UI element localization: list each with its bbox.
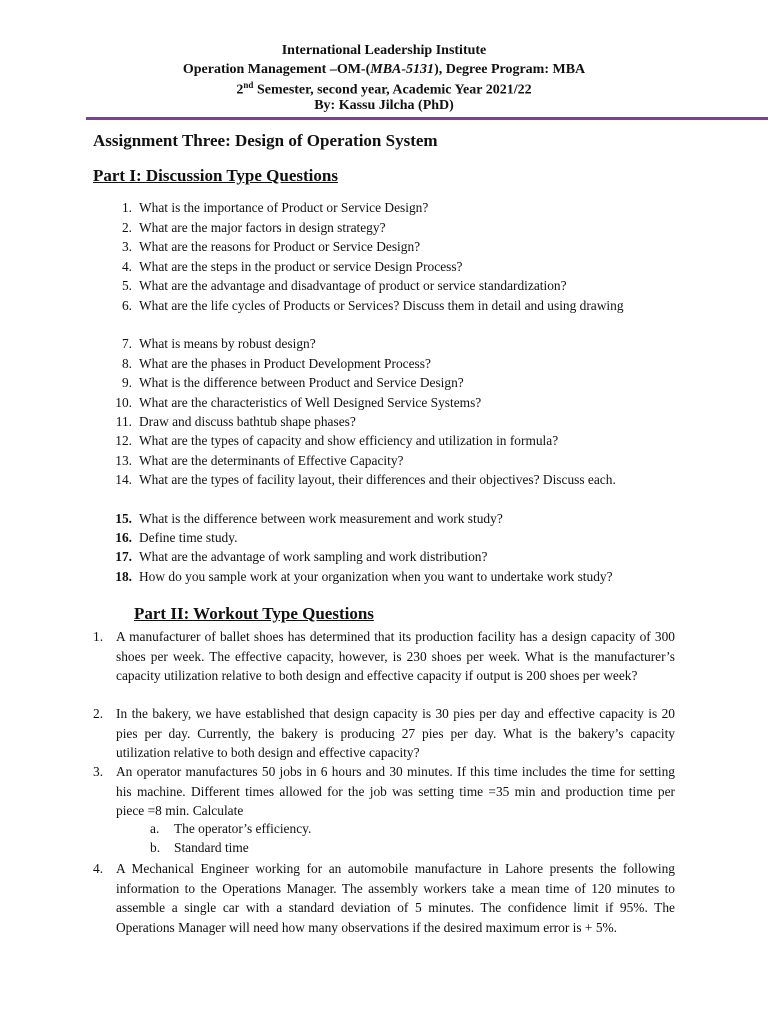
item-number: 2. bbox=[93, 706, 104, 721]
item-text: What are the major factors in design strategy? bbox=[139, 220, 386, 235]
course-prefix: Operation Management –OM-( bbox=[182, 62, 371, 77]
item-text: What is the importance of Product or Service Design? bbox=[139, 200, 429, 215]
item-number: 11. bbox=[115, 414, 132, 429]
header-divider bbox=[86, 117, 768, 120]
list-item bbox=[100, 431, 660, 451]
item-text: What are the reasons for Product or Service Design? bbox=[139, 239, 421, 254]
semester-number: 2 bbox=[236, 82, 244, 98]
item-number: 10. bbox=[115, 395, 132, 410]
item-text: What are the life cycles of Products or Services? Discuss them in detail and using drawing bbox=[139, 298, 624, 313]
item-text: A Mechanical Engineer working for an automobile manufacture in Lahore presents the following information to the Operations Manager. The assembly workers take a mean time of 120 minutes to assemble a single car with a standard deviation of 5 minutes. The confidence limit if 95%. The Operations Manager will need how many observations if the desired maximum error is + 5%. bbox=[116, 861, 675, 935]
sub-item-letter: b. bbox=[150, 840, 161, 855]
item-number: 9. bbox=[121, 375, 132, 390]
item-number: 17. bbox=[115, 549, 132, 564]
list-item bbox=[100, 509, 660, 529]
assignment-title: Assignment Three: Design of Operation System bbox=[93, 131, 438, 150]
item-number: 3. bbox=[93, 764, 104, 779]
item-text: What are the types of facility layout, their differences and their objectives? Discuss each. bbox=[139, 472, 616, 487]
list-item bbox=[100, 412, 660, 432]
item-number: 4. bbox=[121, 259, 132, 274]
list-item bbox=[100, 373, 660, 393]
item-text: Define time study. bbox=[139, 530, 238, 545]
semester-line bbox=[0, 80, 768, 99]
list-item bbox=[100, 237, 660, 257]
item-text: What is the difference between Product and Service Design? bbox=[139, 375, 464, 390]
item-number: 3. bbox=[121, 239, 132, 254]
sub-item bbox=[150, 840, 249, 856]
item-text: What are the advantage and disadvantage of product or service standardization? bbox=[139, 278, 567, 293]
list-item bbox=[100, 528, 660, 548]
list-item bbox=[100, 296, 660, 316]
item-number: 4. bbox=[93, 861, 104, 876]
item-number: 1. bbox=[93, 629, 104, 644]
item-number: 7. bbox=[121, 336, 132, 351]
item-text: What are the determinants of Effective Capacity? bbox=[139, 453, 404, 468]
institute-name: International Leadership Institute bbox=[281, 43, 487, 58]
list-item bbox=[100, 470, 660, 490]
item-text: What are the phases in Product Development Process? bbox=[139, 356, 431, 371]
item-number: 2. bbox=[121, 220, 132, 235]
list-item bbox=[100, 276, 660, 296]
item-number: 16. bbox=[115, 530, 132, 545]
list-item bbox=[100, 198, 660, 218]
sub-item-text: The operator’s efficiency. bbox=[174, 821, 312, 836]
item-text: What are the steps in the product or service Design Process? bbox=[139, 259, 463, 274]
item-text: What are the advantage of work sampling and work distribution? bbox=[139, 549, 488, 564]
item-text: An operator manufactures 50 jobs in 6 hours and 30 minutes. If this time includes the time for setting his machine. Different times allowed for the job was setting time =35 min and production time per piece =8 min. Calculate bbox=[116, 764, 675, 818]
list-item bbox=[93, 762, 675, 821]
course-code: MBA-5131 bbox=[370, 62, 435, 77]
list-item bbox=[100, 393, 660, 413]
item-text: In the bakery, we have established that design capacity is 30 pies per day and effective capacity is 20 pies per day. Currently, the bakery is producing 27 pies per day. What is the bakery’s capacity utilization relative to both design and effective capacity? bbox=[116, 706, 675, 760]
item-text: A manufacturer of ballet shoes has determined that its production facility has a design capacity of 300 shoes per week. The effective capacity, however, is 230 shoes per week. What is the manufacturer’s capacity utilization relative to both design and effective capacity if output is 200 shoes per week? bbox=[116, 629, 675, 683]
part2-title: Part II: Workout Type Questions bbox=[134, 604, 374, 623]
semester-superscript: nd bbox=[243, 80, 254, 90]
list-item bbox=[93, 859, 675, 937]
item-text: How do you sample work at your organization when you want to undertake work study? bbox=[139, 569, 613, 584]
item-number: 18. bbox=[115, 569, 132, 584]
list-item bbox=[100, 567, 660, 587]
sub-item bbox=[150, 821, 311, 837]
list-item bbox=[100, 354, 660, 374]
item-number: 13. bbox=[115, 453, 132, 468]
sub-item-letter: a. bbox=[150, 821, 160, 836]
item-text: What are the characteristics of Well Designed Service Systems? bbox=[139, 395, 482, 410]
item-number: 15. bbox=[115, 511, 132, 526]
course-suffix: ), Degree Program: MBA bbox=[434, 62, 586, 77]
semester-text: Semester, second year, Academic Year 2021/22 bbox=[253, 82, 532, 98]
item-number: 6. bbox=[121, 298, 132, 313]
list-item bbox=[100, 451, 660, 471]
sub-item-text: Standard time bbox=[174, 840, 249, 855]
item-text: Draw and discuss bathtub shape phases? bbox=[139, 414, 356, 429]
item-text: What are the types of capacity and show efficiency and utilization in formula? bbox=[139, 433, 559, 448]
item-number: 1. bbox=[121, 200, 132, 215]
list-item bbox=[93, 627, 675, 686]
item-number: 5. bbox=[121, 278, 132, 293]
list-item bbox=[100, 257, 660, 277]
course-line bbox=[0, 62, 768, 78]
item-text: What is means by robust design? bbox=[139, 336, 316, 351]
item-number: 14. bbox=[115, 472, 132, 487]
list-item bbox=[93, 704, 675, 763]
list-item bbox=[100, 334, 660, 354]
list-item bbox=[100, 218, 660, 238]
item-text: What is the difference between work measurement and work study? bbox=[139, 511, 503, 526]
list-item bbox=[100, 547, 660, 567]
part1-title: Part I: Discussion Type Questions bbox=[93, 166, 338, 185]
item-number: 8. bbox=[121, 356, 132, 371]
author-line: By: Kassu Jilcha (PhD) bbox=[314, 98, 454, 113]
item-number: 12. bbox=[115, 433, 132, 448]
